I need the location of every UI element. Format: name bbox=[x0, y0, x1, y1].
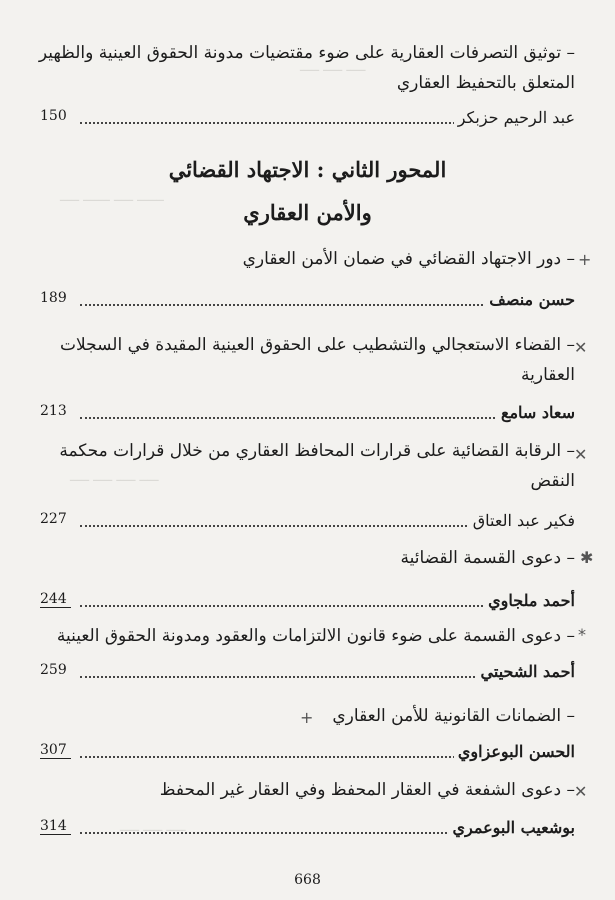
toc-page-number: 259 bbox=[40, 662, 71, 678]
toc-author: سعاد سامع bbox=[497, 403, 575, 422]
toc-page-number: 189 bbox=[40, 290, 71, 306]
bleed-through-decoration: ـــــــ ـــــ ـــــــ ـــــ bbox=[60, 190, 164, 205]
handwritten-mark: + bbox=[578, 250, 592, 269]
toc-entry-title: – دعوى القسمة على ضوء قانون الالتزامات والعقود ومدونة الحقوق العينية bbox=[56, 626, 575, 646]
toc-author: أحمد ملجاوي bbox=[484, 591, 575, 610]
bleed-through-decoration: ـــــ ـــــ ـــــ bbox=[120, 820, 186, 835]
toc-author: حسن منصف bbox=[485, 290, 575, 309]
toc-author-row bbox=[40, 818, 575, 840]
toc-author-row bbox=[40, 403, 575, 425]
toc-page-number: 307 bbox=[40, 742, 71, 759]
handwritten-mark: * bbox=[578, 625, 586, 644]
handwritten-mark: + bbox=[300, 708, 314, 727]
toc-entry-title: – الرقابة القضائية على قرارات المحافظ العقاري من خلال قرارات محكمة النقض bbox=[59, 441, 575, 491]
toc-author: بوشعيب البوعمري bbox=[448, 818, 575, 837]
toc-page-number: 150 bbox=[40, 108, 71, 124]
toc-page-number: 227 bbox=[40, 511, 71, 527]
toc-author: الحسن البوعزاوي bbox=[454, 742, 575, 761]
handwritten-mark: ✕ bbox=[574, 338, 588, 357]
toc-entry-title: – دور الاجتهاد القضائي في ضمان الأمن العقاري bbox=[242, 249, 575, 269]
section-title: والأمن العقاري bbox=[243, 200, 372, 225]
bleed-through-decoration: ـــــ ـــــ ـــــ ـــــ bbox=[70, 470, 159, 485]
handwritten-mark: ✕ bbox=[574, 782, 588, 801]
toc-author: فكير عبد العتاق bbox=[469, 511, 575, 530]
toc-page-number: 314 bbox=[40, 818, 71, 835]
bleed-through-decoration: ـــــ ـــــ ـــــ bbox=[300, 60, 366, 75]
toc-author: أحمد الشحيتي bbox=[477, 662, 575, 681]
toc-entry-title: – الضمانات القانونية للأمن العقاري bbox=[332, 706, 575, 726]
toc-entry-title: – توثيق التصرفات العقارية على ضوء مقتضيات مدونة الحقوق العينية والظهير المتعلق بالتحفيظ العقاري bbox=[38, 43, 575, 93]
toc-entry-title: – القضاء الاستعجالي والتشطيب على الحقوق العينية المقيدة في السجلات العقارية bbox=[60, 335, 575, 385]
toc-author-row bbox=[40, 511, 575, 533]
toc-entry-title: – دعوى القسمة القضائية bbox=[400, 548, 575, 568]
handwritten-mark: ✱ bbox=[580, 548, 594, 567]
toc-author-row bbox=[40, 290, 575, 312]
toc-author-row bbox=[40, 108, 575, 130]
toc-author: عبد الرحيم حزبكر bbox=[454, 108, 575, 127]
toc-author-row bbox=[40, 662, 575, 684]
section-title: المحور الثاني : الاجتهاد القضائي bbox=[168, 157, 447, 182]
toc-page-number: 244 bbox=[40, 591, 71, 608]
handwritten-mark: ✕ bbox=[574, 445, 588, 464]
toc-page-number: 213 bbox=[40, 403, 71, 419]
toc-entry-title: – دعوى الشفعة في العقار المحفظ وفي العقار غير المحفظ bbox=[159, 780, 575, 800]
page-number-footer: 668 bbox=[294, 872, 321, 888]
toc-author-row bbox=[40, 591, 575, 613]
toc-author-row bbox=[40, 742, 575, 764]
